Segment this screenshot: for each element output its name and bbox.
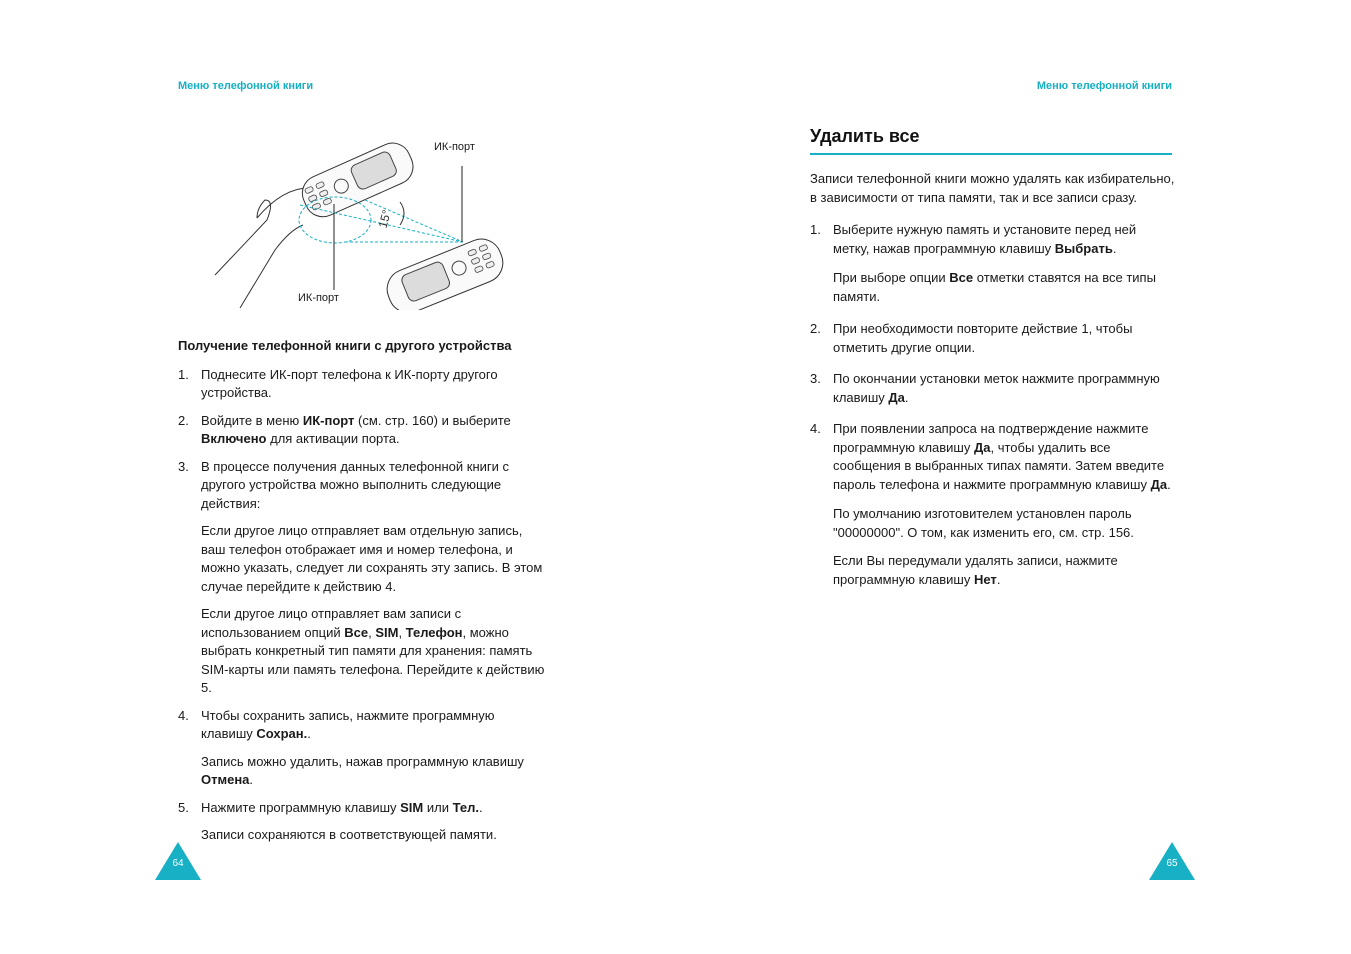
ir-port-label-bottom: ИК-порт bbox=[298, 292, 339, 304]
note-5: Записи сохраняются в соответствующей памяти. bbox=[201, 827, 497, 842]
step-5: 5. Нажмите программную клавишу SIM или Тел.. bbox=[178, 799, 483, 815]
left-page bbox=[0, 0, 675, 954]
intro-paragraph: Записи телефонной книги можно удалять как избирательно, в зависимости от типа памяти, так и все записи сразу. bbox=[810, 171, 1175, 205]
section-heading-wrap bbox=[810, 126, 1172, 155]
section-subheading: Получение телефонной книги с другого устройства bbox=[178, 338, 512, 353]
page-number: 64 bbox=[172, 858, 184, 869]
angle-label: 15° bbox=[375, 208, 394, 230]
page-number: 65 bbox=[1166, 858, 1178, 869]
running-head: Меню телефонной книги bbox=[178, 80, 314, 92]
page-number-badge bbox=[1149, 842, 1195, 880]
step-3: 3. По окончании установки меток нажмите программную клавишу Да. bbox=[810, 371, 1160, 405]
phones-ir-illustration bbox=[205, 130, 525, 310]
note-1: При выборе опции Все отметки ставятся на все типы памяти. bbox=[833, 270, 1156, 304]
step-2: 2. Войдите в меню ИК-порт (см. стр. 160) и выберите Включено для активации порта. bbox=[178, 412, 511, 446]
ir-port-label-top: ИК-порт bbox=[434, 141, 475, 153]
step-1: 1. Поднесите ИК-порт телефона к ИК-порту другого устройства. bbox=[178, 366, 498, 400]
step-4: 4. Чтобы сохранить запись, нажмите программную клавишу Сохран.. bbox=[178, 707, 495, 741]
note-4a: По умолчанию изготовителем установлен пароль "00000000". О том, как изменить его, см. стр. 156. bbox=[833, 506, 1134, 540]
ir-port-figure bbox=[205, 130, 525, 310]
running-head: Меню телефонной книги bbox=[1036, 80, 1172, 92]
right-body bbox=[810, 170, 1175, 599]
note-3a: Если другое лицо отправляет вам отдельную запись, ваш телефон отображает имя и номер телефона, и можно указать, следует ли сохранять эту запись. В этом случае перейдите к действию 4. bbox=[201, 523, 543, 594]
left-body bbox=[178, 337, 548, 854]
step-2: 2. При необходимости повторите действие 1, чтобы отметить другие опции. bbox=[810, 321, 1133, 355]
note-3b: Если другое лицо отправляет вам записи с использованием опций Все, SIM, Телефон, можно выбрать конкретный тип памяти для хранения: память SIM-карты или память телефона. Перейдите к действию 5. bbox=[201, 606, 545, 695]
step-3: 3. В процессе получения данных телефонной книги с другого устройства можно выполнить следующие действия: bbox=[178, 458, 510, 511]
section-heading: Удалить все bbox=[810, 126, 920, 146]
page-number-badge bbox=[155, 842, 201, 880]
note-4: Запись можно удалить, нажав программную клавишу Отмена. bbox=[201, 753, 524, 787]
step-4: 4. При появлении запроса на подтверждение нажмите программную клавишу Да, чтобы удалить все сообщения в выбранных типах памяти. Затем введите пароль телефона и нажмите программную клавишу Да. bbox=[810, 421, 1171, 492]
right-page bbox=[676, 0, 1351, 954]
step-1: 1. Выберите нужную память и установите перед ней метку, нажав программную клавишу Выбрать. bbox=[810, 222, 1137, 256]
note-4b: Если Вы передумали удалять записи, нажмите программную клавишу Нет. bbox=[833, 553, 1118, 587]
